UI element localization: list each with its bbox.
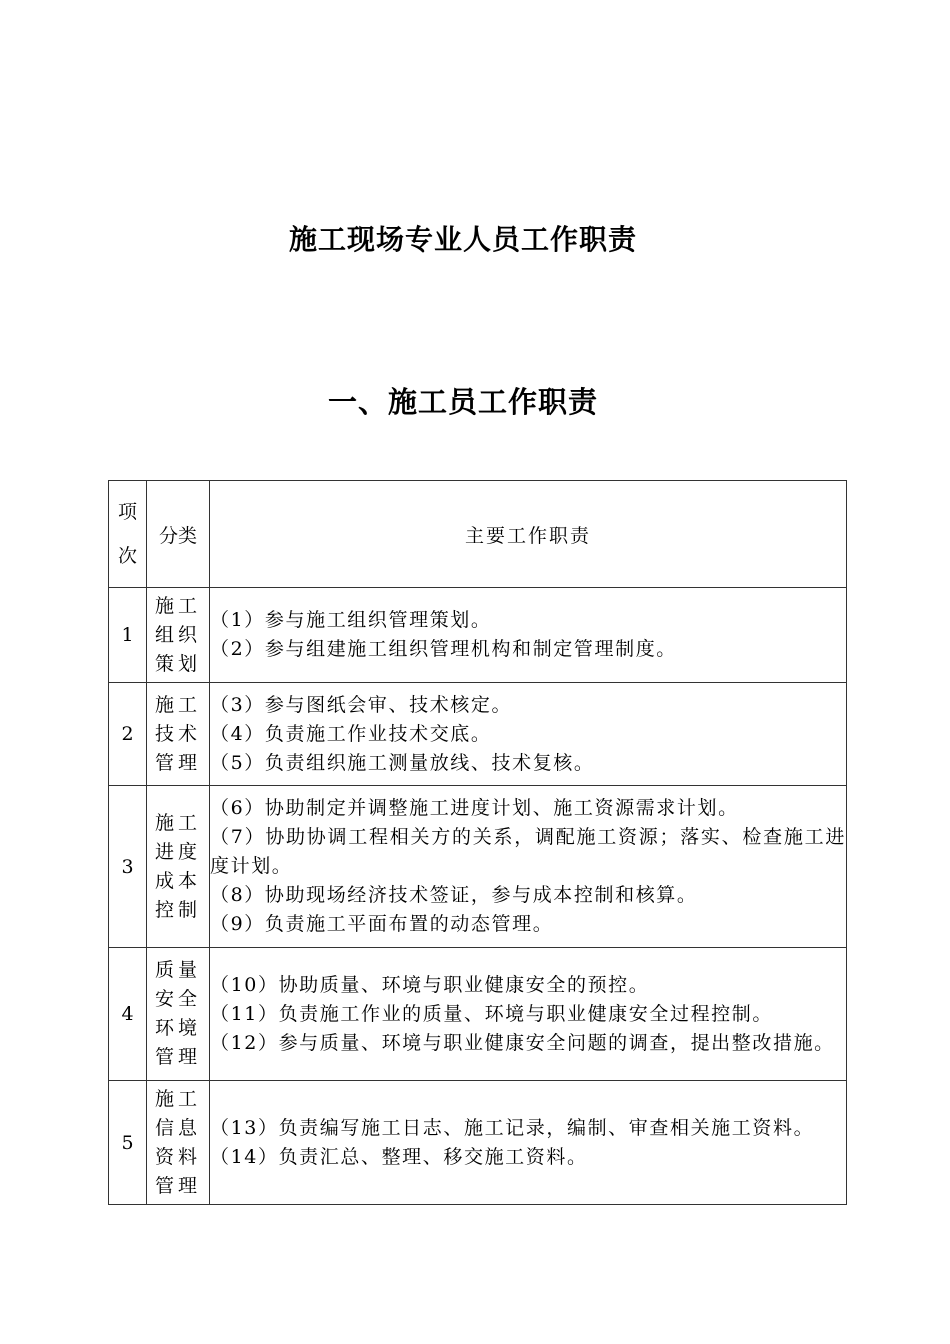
duty-item: （5）负责组织施工测量放线、技术复核。 [210,751,595,774]
row-duties [210,1081,847,1205]
duty-item: （7）协助协调工程相关方的关系，调配施工资源；落实、检查施工进度计划。 [210,826,846,877]
header-no-spacer [109,527,146,541]
row-duties [210,683,847,786]
row-category [147,683,210,786]
category-line: 安全 [154,988,201,1010]
category-line: 信息 [154,1116,201,1139]
document-title: 施工现场专业人员工作职责 [288,223,637,256]
table-row [109,683,847,786]
table-row [109,588,847,683]
category-line: 策划 [154,652,201,675]
duty-item: （4）负责施工作业技术交底。 [210,722,492,745]
header-category: 分类 [147,481,210,588]
table-row [109,786,847,948]
header-duties: 主要工作职责 [210,481,847,588]
category-line: 质量 [154,959,201,981]
duties-table [108,480,847,1205]
category-line: 管理 [154,1046,201,1068]
row-duties [210,588,847,683]
duty-item: （12）参与质量、环境与职业健康安全问题的调查，提出整改措施。 [210,1031,835,1054]
header-no-line: 次 [117,545,137,567]
duty-item: （13）负责编写施工日志、施工记录，编制、审查相关施工资料。 [210,1116,815,1139]
category-line: 组织 [154,623,201,646]
row-number: 1 [109,588,147,683]
category-line: 进度 [154,840,201,863]
category-line: 施工 [154,811,201,834]
row-number: 5 [109,1081,147,1205]
category-line: 管理 [154,751,201,774]
row-number: 4 [109,948,147,1081]
category-line: 技术 [154,722,201,745]
section-title: 一、施工员工作职责 [327,385,598,419]
row-number: 3 [109,786,147,948]
duty-item: （9）负责施工平面布置的动态管理。 [210,913,554,935]
duty-item: （2）参与组建施工组织管理机构和制定管理制度。 [210,638,677,660]
category-line: 环境 [154,1017,201,1039]
row-duties [210,948,847,1081]
duty-item: （11）负责施工作业的质量、环境与职业健康安全过程控制。 [210,1002,773,1025]
category-line: 控制 [154,898,201,921]
header-item-number [109,481,147,588]
category-line: 资料 [154,1145,201,1168]
header-no-line: 项 [117,501,137,523]
category-line: 成本 [154,869,201,892]
category-line: 施工 [154,693,201,716]
category-line: 施工 [154,594,201,617]
duty-item: （10）协助质量、环境与职业健康安全的预控。 [210,973,650,996]
row-duties [210,786,847,948]
duty-item: （8）协助现场经济技术签证，参与成本控制和核算。 [210,884,698,906]
category-line: 施工 [154,1087,201,1110]
duty-item: （14）负责汇总、整理、移交施工资料。 [210,1145,588,1168]
row-category [147,948,210,1081]
table-header-row [109,481,847,588]
row-number: 2 [109,683,147,786]
row-category [147,1081,210,1205]
row-category [147,588,210,683]
table-row [109,948,847,1081]
duty-item: （3）参与图纸会审、技术核定。 [210,693,513,716]
duty-item: （6）协助制定并调整施工进度计划、施工资源需求计划。 [210,797,739,819]
category-line: 管理 [154,1174,201,1197]
row-category [147,786,210,948]
duty-item: （1）参与施工组织管理策划。 [210,609,492,631]
table-row [109,1081,847,1205]
